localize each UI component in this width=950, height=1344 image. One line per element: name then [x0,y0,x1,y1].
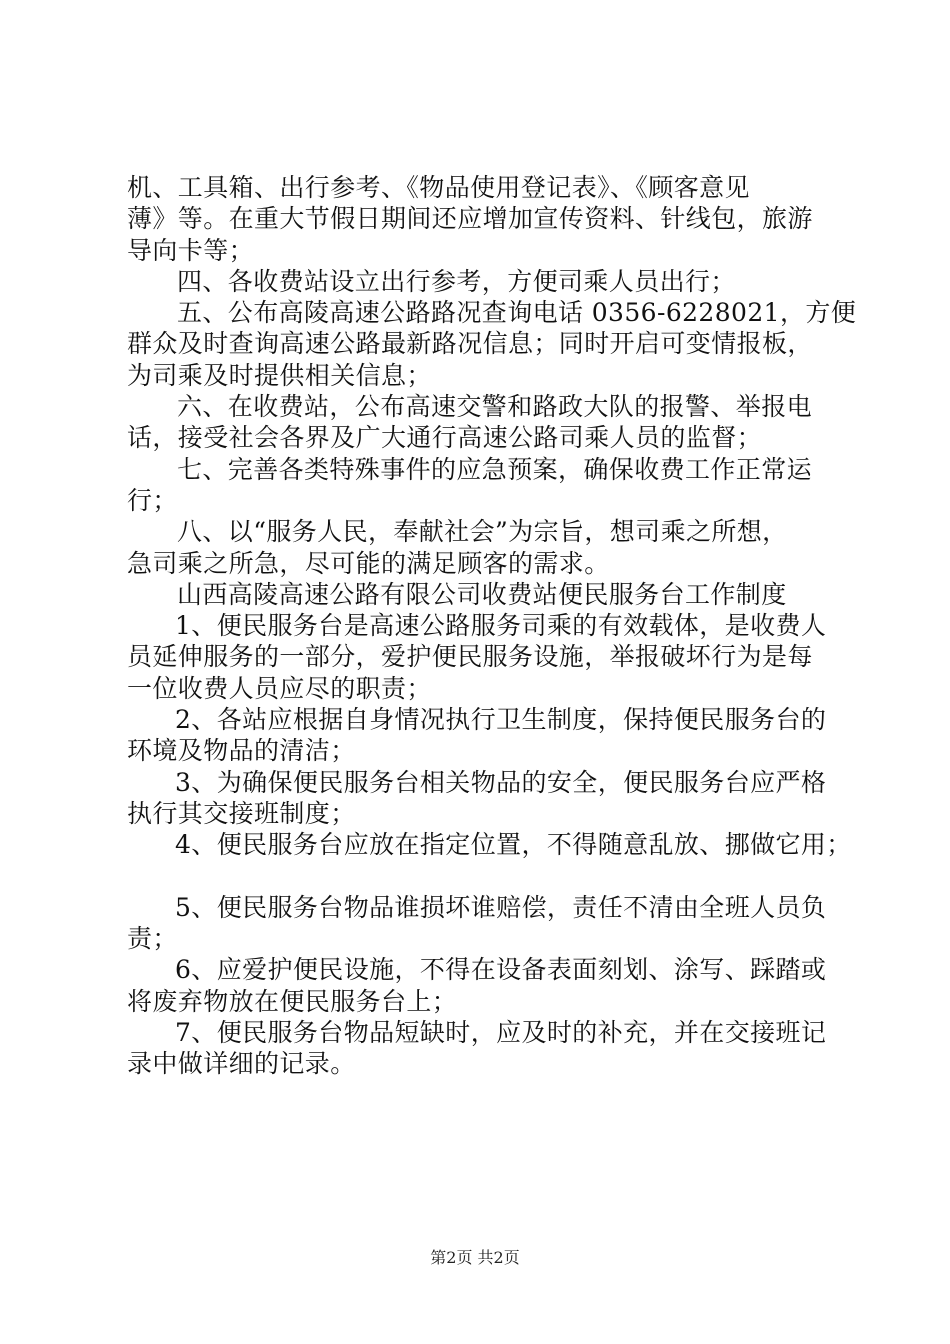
rule-item-4: 4、便民服务台应放在指定位置，不得随意乱放、挪做它用； [175,830,852,860]
rule-item-7: 7、便民服务台物品短缺时，应及时的补充，并在交接班记 [175,1018,827,1048]
paragraph-item-4: 四、各收费站设立出行参考，方便司乘人员出行； [177,266,736,296]
paragraph-item-6: 六、在收费站，公布高速交警和路政大队的报警、举报电 [177,392,813,422]
rule-item-3: 3、为确保便民服务台相关物品的安全，便民服务台应严格 [175,767,827,797]
rule-item-2: 2、各站应根据自身情况执行卫生制度，保持便民服务台的 [175,705,827,735]
text-line: 行； [127,485,178,515]
text-line: 责； [127,924,178,954]
rule-item-1: 1、便民服务台是高速公路服务司乘的有效载体，是收费人 [175,611,827,641]
text-line: 一位收费人员应尽的职责； [127,673,432,703]
rule-item-5: 5、便民服务台物品谁损坏谁赔偿，责任不清由全班人员负 [175,892,827,922]
text-line: 员延伸服务的一部分，爱护便民服务设施，举报破坏行为是每 [127,642,813,672]
paragraph-item-5: 五、公布高陵高速公路路况查询电话 0356-6228021，方便 [177,298,857,328]
section-heading: 山西高陵高速公路有限公司收费站便民服务台工作制度 [177,579,787,609]
text-line: 机、工具箱、出行参考、《物品使用登记表》、《顾客意见 [127,173,750,202]
text-line: 薄》等。在重大节假日期间还应增加宣传资料、针线包，旅游 [127,204,813,234]
text-line: 录中做详细的记录。 [127,1049,356,1079]
rule-item-6: 6、应爱护便民设施，不得在设备表面刻划、涂写、踩踏或 [175,955,827,985]
text-line: 话，接受社会各界及广大通行高速公路司乘人员的监督； [127,423,763,453]
paragraph-item-8: 八、以“服务人民，奉献社会”为宗旨，想司乘之所想， [177,517,788,547]
text-line: 环境及物品的清洁； [127,736,356,766]
text-line: 群众及时查询高速公路最新路况信息；同时开启可变情报板， [127,329,813,359]
document-body [127,172,857,1080]
text-line: 为司乘及时提供相关信息； [127,360,432,390]
blank-line [127,861,827,892]
text-line: 导向卡等； [127,235,255,265]
text-line: 将废弃物放在便民服务台上； [127,986,458,1016]
text-line: 执行其交接班制度； [127,798,356,828]
paragraph-item-7: 七、完善各类特殊事件的应急预案，确保收费工作正常运 [177,454,813,484]
text-line: 急司乘之所急，尽可能的满足顾客的需求。 [127,548,610,578]
page-footer [0,1245,950,1268]
page-indicator: 第2页 共2页 [430,1248,520,1267]
